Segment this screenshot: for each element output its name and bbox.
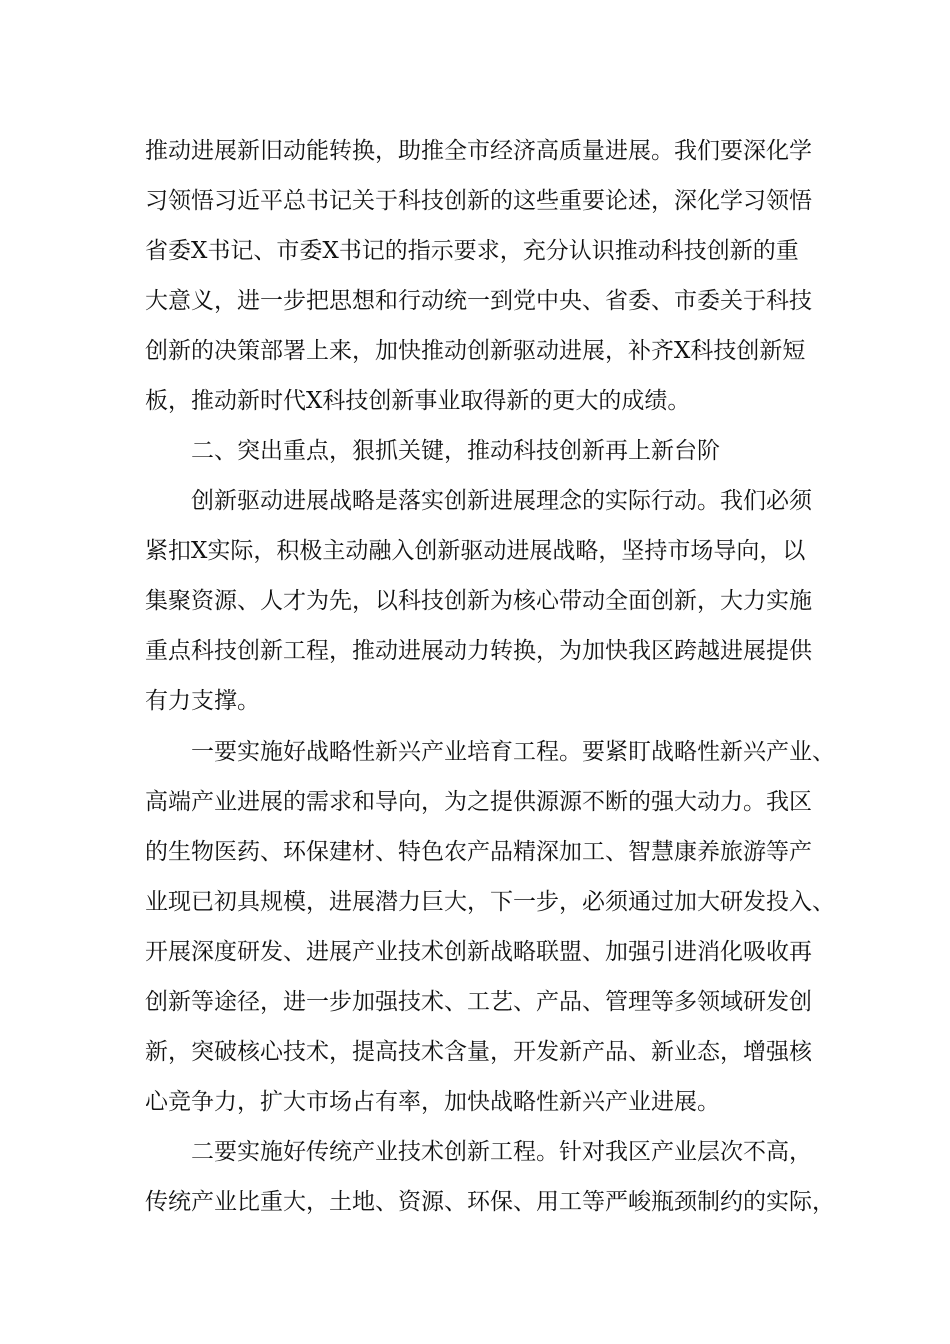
text-line: 创新的决策部署上来，加快推动创新驱动进展，补齐X科技创新短	[145, 338, 806, 364]
text-line: 创新等途径，进一步加强技术、工艺、产品、管理等多领域研发创	[145, 989, 812, 1015]
text-line: 业现已初具规模，进展潜力巨大，下一步，必须通过加大研发投入、	[145, 889, 835, 915]
text-line: 一要实施好战略性新兴产业培育工程。要紧盯战略性新兴产业、	[191, 739, 835, 765]
text-line: 二要实施好传统产业技术创新工程。针对我区产业层次不高，	[191, 1139, 812, 1165]
text-line: 推动进展新旧动能转换，助推全市经济高质量进展。我们要深化学	[145, 138, 812, 164]
text-line: 板，推动新时代X科技创新事业取得新的更大的成绩。	[145, 388, 691, 414]
text-line: 集聚资源、人才为先，以科技创新为核心带动全面创新，大力实施	[145, 588, 812, 614]
text-line: 创新驱动进展战略是落实创新进展理念的实际行动。我们必须	[191, 488, 812, 514]
text-line: 大意义，进一步把思想和行动统一到党中央、省委、市委关于科技	[145, 288, 812, 314]
text-line: 习领悟习近平总书记关于科技创新的这些重要论述，深化学习领悟	[145, 188, 812, 214]
text-line: 重点科技创新工程，推动进展动力转换，为加快我区跨越进展提供	[145, 638, 812, 664]
text-line: 传统产业比重大，土地、资源、环保、用工等严峻瓶颈制约的实际，	[145, 1189, 835, 1215]
section-heading: 二、突出重点，狠抓关键，推动科技创新再上新台阶	[191, 438, 720, 464]
text-line: 高端产业进展的需求和导向，为之提供源源不断的强大动力。我区	[145, 789, 812, 815]
text-line: 新，突破核心技术，提高技术含量，开发新产品、新业态，增强核	[145, 1039, 812, 1065]
text-line: 省委X书记、市委X书记的指示要求，充分认识推动科技创新的重	[145, 238, 799, 264]
text-line: 开展深度研发、进展产业技术创新战略联盟、加强引进消化吸收再	[145, 939, 812, 965]
text-line: 有力支撑。	[145, 688, 260, 714]
text-line: 心竞争力，扩大市场占有率，加快战略性新兴产业进展。	[145, 1089, 720, 1115]
text-line: 的生物医药、环保建材、特色农产品精深加工、智慧康养旅游等产	[145, 839, 812, 865]
text-line: 紧扣X实际，积极主动融入创新驱动进展战略，坚持市场导向，以	[145, 538, 806, 564]
